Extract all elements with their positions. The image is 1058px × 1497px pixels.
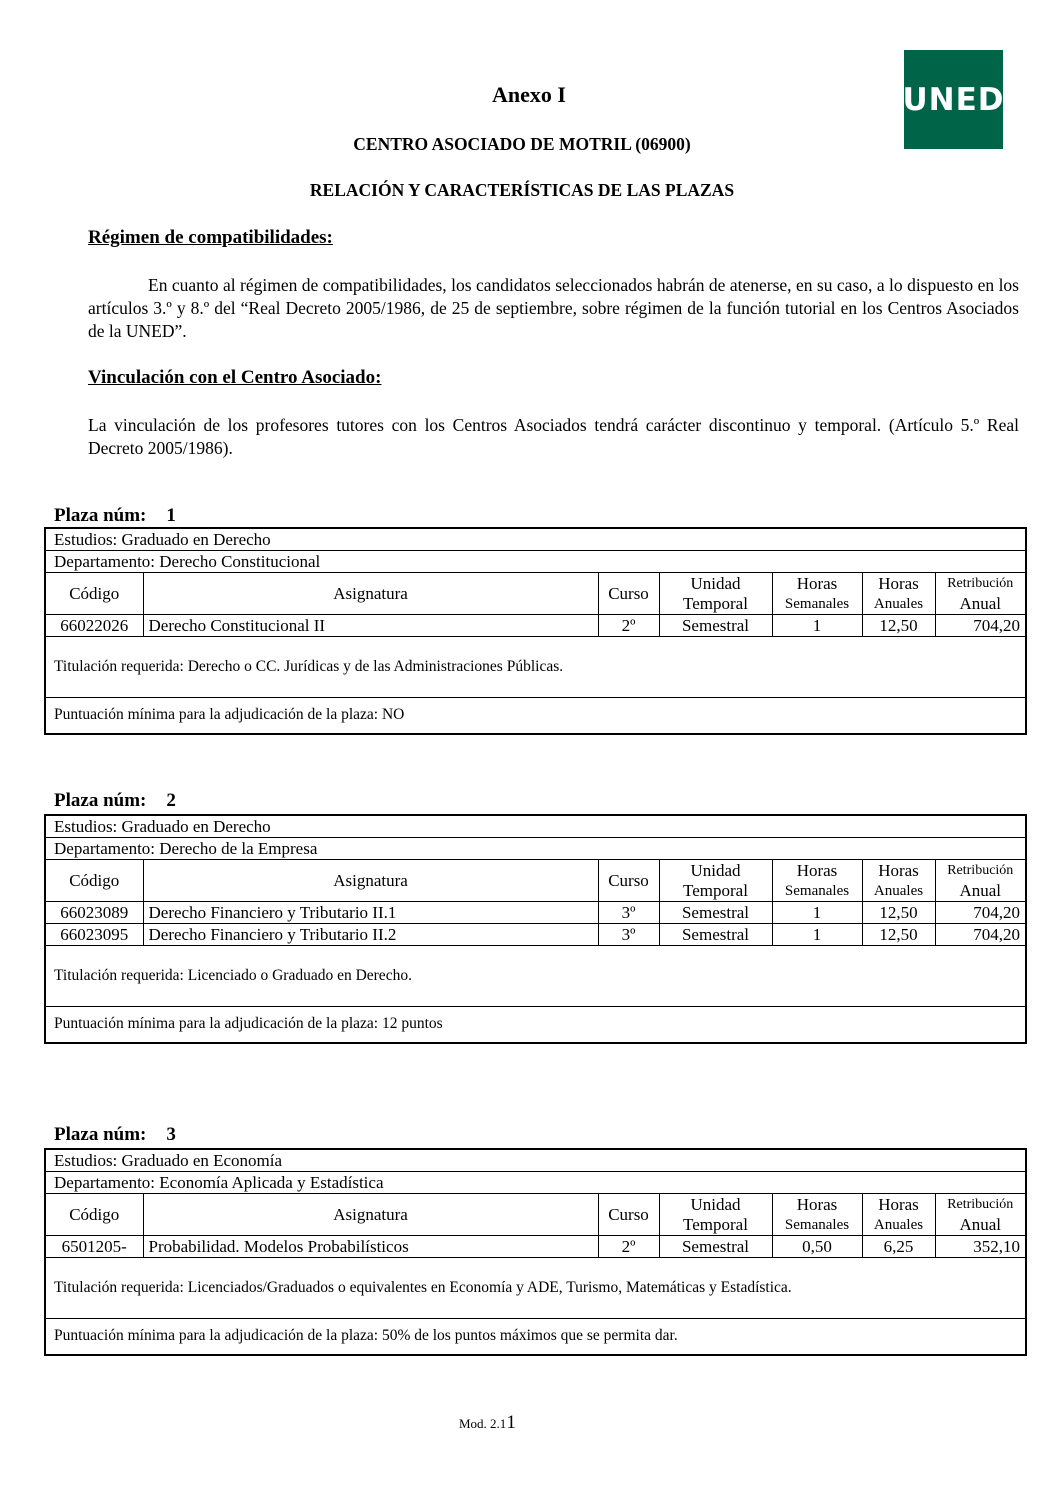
table-row	[45, 924, 1026, 946]
table-row	[45, 615, 1026, 637]
page-footer	[459, 1412, 516, 1434]
col-codigo: Código	[45, 1194, 143, 1236]
col-curso: Curso	[598, 573, 659, 615]
titulacion: Titulación requerida: Derecho o CC. Jurídicas y de las Administraciones Públicas.	[45, 637, 1026, 698]
ret: 352,10	[935, 1236, 1026, 1258]
codigo: 66023089	[45, 902, 143, 924]
table-row	[45, 902, 1026, 924]
plaza-table-3	[44, 1148, 1027, 1356]
titulacion: Titulación requerida: Licenciado o Graduado en Derecho.	[45, 946, 1026, 1007]
col-hanu	[862, 573, 935, 615]
curso: 3º	[598, 902, 659, 924]
col-curso: Curso	[598, 860, 659, 902]
col-hanu	[862, 860, 935, 902]
estudios: Estudios: Graduado en Derecho	[45, 528, 1026, 551]
compat-heading: Régimen de compatibilidades:	[88, 227, 333, 248]
departamento: Departamento: Derecho Constitucional	[45, 551, 1026, 573]
col-hanu-l2: Anuales	[873, 595, 924, 612]
hsem: 1	[772, 615, 862, 637]
vinc-paragraph: La vinculación de los profesores tutores con los Centros Asociados tendrá carácter discontinuo y temporal. (Artículo 5.º Real Decreto 2005/1986).	[88, 415, 1019, 458]
estudios: Estudios: Graduado en Economía	[45, 1149, 1026, 1172]
hsem: 1	[772, 902, 862, 924]
plaza-label-text: Plaza núm:	[54, 505, 147, 526]
col-unidad-l2: Temporal	[683, 880, 748, 900]
col-hanu-l1: Horas	[878, 860, 919, 880]
table-row	[45, 1236, 1026, 1258]
asignatura: Derecho Financiero y Tributario II.1	[143, 902, 598, 924]
puntuacion: Puntuación mínima para la adjudicación de la plaza: 50% de los puntos máximos que se permita dar.	[45, 1319, 1026, 1355]
col-hsem	[772, 573, 862, 615]
col-hsem	[772, 860, 862, 902]
vinc-heading: Vinculación con el Centro Asociado:	[88, 367, 382, 388]
col-hsem-l1: Horas	[796, 860, 838, 880]
col-ret-l2: Anual	[959, 880, 1002, 900]
col-hanu-l1: Horas	[878, 1194, 919, 1214]
plaza-label-2	[54, 790, 176, 812]
page-title: Anexo I	[492, 82, 566, 107]
unidad: Semestral	[659, 615, 772, 637]
plaza-label-1	[54, 505, 176, 527]
plaza-number: 2	[166, 790, 176, 811]
plaza-table-2	[44, 814, 1027, 1044]
col-ret-l2: Anual	[959, 1214, 1002, 1234]
col-ret-l1: Retribución	[947, 862, 1014, 878]
compat-paragraph: En cuanto al régimen de compatibilidades, los candidatos seleccionados habrán de atenerse, en su caso, a lo dispuesto en los artículos 3.º y 8.º del “Real Decreto 2005/1986, de 25 de septiembre, sobre régimen de la función tutorial en los Centros Asociados de la UNED”.	[88, 275, 1019, 341]
ret: 704,20	[935, 902, 1026, 924]
col-unidad	[659, 1194, 772, 1236]
relacion-heading: RELACIÓN Y CARACTERÍSTICAS DE LAS PLAZAS	[309, 180, 735, 200]
plaza-number: 3	[166, 1124, 176, 1145]
col-unidad	[659, 860, 772, 902]
col-unidad-l2: Temporal	[683, 1214, 748, 1234]
codigo: 66022026	[45, 615, 143, 637]
col-asignatura: Asignatura	[143, 860, 598, 902]
asignatura: Derecho Financiero y Tributario II.2	[143, 924, 598, 946]
titulacion: Titulación requerida: Licenciados/Graduados o equivalentes en Economía y ADE, Turismo, Matemáticas y Estadística.	[45, 1258, 1026, 1319]
col-hanu-l1: Horas	[878, 573, 919, 593]
col-unidad	[659, 573, 772, 615]
col-unidad-l1: Unidad	[690, 1194, 741, 1214]
hsem: 1	[772, 924, 862, 946]
puntuacion: Puntuación mínima para la adjudicación de la plaza: NO	[45, 698, 1026, 734]
col-hanu-l2: Anuales	[873, 1216, 924, 1233]
hanu: 12,50	[862, 615, 935, 637]
asignatura: Probabilidad. Modelos Probabilísticos	[143, 1236, 598, 1258]
hanu: 6,25	[862, 1236, 935, 1258]
col-ret	[935, 573, 1026, 615]
col-asignatura: Asignatura	[143, 1194, 598, 1236]
hanu: 12,50	[862, 902, 935, 924]
curso: 2º	[598, 1236, 659, 1258]
departamento: Departamento: Derecho de la Empresa	[45, 838, 1026, 860]
col-codigo: Código	[45, 573, 143, 615]
plaza-label-3	[54, 1124, 176, 1146]
uned-logo: UNED	[904, 50, 1003, 149]
col-hsem-l2: Semanales	[784, 882, 850, 899]
col-hsem-l1: Horas	[796, 573, 838, 593]
ret: 704,20	[935, 615, 1026, 637]
codigo: 6501205-	[45, 1236, 143, 1258]
unidad: Semestral	[659, 1236, 772, 1258]
hsem: 0,50	[772, 1236, 862, 1258]
puntuacion: Puntuación mínima para la adjudicación de la plaza: 12 puntos	[45, 1007, 1026, 1043]
col-hanu	[862, 1194, 935, 1236]
mod-label: Mod. 2.1	[459, 1416, 507, 1431]
col-unidad-l1: Unidad	[690, 573, 741, 593]
col-hsem-l2: Semanales	[784, 595, 850, 612]
ret: 704,20	[935, 924, 1026, 946]
col-ret	[935, 1194, 1026, 1236]
col-ret-l2: Anual	[959, 593, 1002, 613]
col-ret-l1: Retribución	[947, 575, 1014, 591]
page-number: 1	[506, 1412, 516, 1433]
col-ret	[935, 860, 1026, 902]
estudios: Estudios: Graduado en Derecho	[45, 815, 1026, 838]
col-hsem-l2: Semanales	[784, 1216, 850, 1233]
col-hsem-l1: Horas	[796, 1194, 838, 1214]
col-curso: Curso	[598, 1194, 659, 1236]
col-unidad-l2: Temporal	[683, 593, 748, 613]
col-asignatura: Asignatura	[143, 573, 598, 615]
plaza-label-text: Plaza núm:	[54, 790, 147, 811]
unidad: Semestral	[659, 902, 772, 924]
col-unidad-l1: Unidad	[690, 860, 741, 880]
hanu: 12,50	[862, 924, 935, 946]
curso: 3º	[598, 924, 659, 946]
col-hanu-l2: Anuales	[873, 882, 924, 899]
centro-heading: CENTRO ASOCIADO DE MOTRIL (06900)	[353, 134, 691, 154]
col-codigo: Código	[45, 860, 143, 902]
plaza-number: 1	[166, 505, 176, 526]
codigo: 66023095	[45, 924, 143, 946]
departamento: Departamento: Economía Aplicada y Estadística	[45, 1172, 1026, 1194]
asignatura: Derecho Constitucional II	[143, 615, 598, 637]
plaza-table-1	[44, 527, 1027, 735]
plaza-label-text: Plaza núm:	[54, 1124, 147, 1145]
unidad: Semestral	[659, 924, 772, 946]
curso: 2º	[598, 615, 659, 637]
col-ret-l1: Retribución	[947, 1196, 1014, 1212]
col-hsem	[772, 1194, 862, 1236]
